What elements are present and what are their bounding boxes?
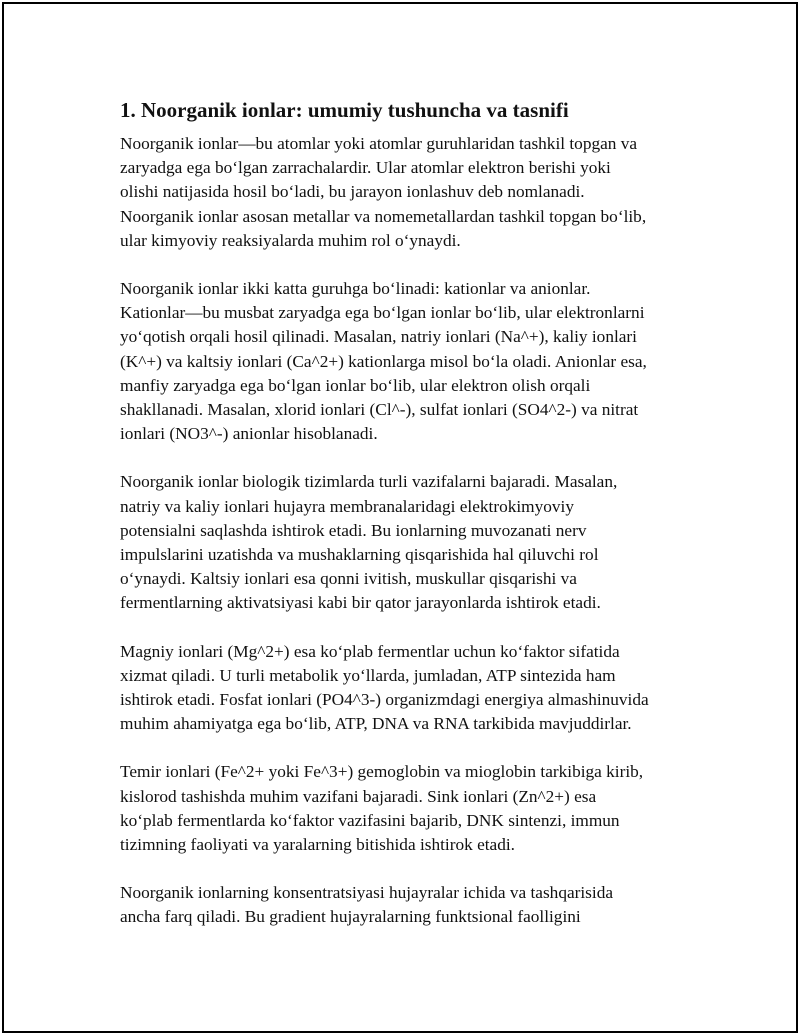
document-body [120, 96, 700, 954]
paragraph-biological-role: Noorganik ionlar biologik tizimlarda turli vazifalarni bajaradi. Masalan, natriy va kaliy ionlari hujayra membranalaridagi elektrokimyoviy potensialni saqlashda ishtirok etadi. Bu ionlarning muvozanati nerv impulslarini uzatishda va mushaklarning qisqarishida hal qiluvchi rol o‘ynaydi. Kaltsiy ionlari esa qonni ivitish, muskullar qisqarishi va fermentlarning aktivatsiyasi kabi bir qator jarayonlarda ishtirok etadi. [120, 472, 618, 613]
paragraph-classification: Noorganik ionlar ikki katta guruhga bo‘linadi: kationlar va anionlar. Kationlar—bu musbat zaryadga ega bo‘lgan ionlar bo‘lib, ular elektronlarni yo‘qotish orqali hosil qilinadi. Masalan, natriy ionlari (Na^+), kaliy ionlari (K^+) va kaltsiy ionlari (Ca^2+) kationlarga misol bo‘la oladi. Anionlar esa, manfiy zaryadga ega bo‘lgan ionlar bo‘lib, ular elektron olish orqali shakllanadi. Masalan, xlorid ionlari (Cl^-), sulfat ionlari (SO4^2-) va nitrat ionlari (NO3^-) anionlar hisoblanadi. [120, 279, 647, 444]
section-heading: 1. Noorganik ionlar: umumiy tushuncha va tasnifi [120, 98, 569, 122]
paragraph-definition: Noorganik ionlar—bu atomlar yoki atomlar guruhlaridan tashkil topgan va zaryadga ega bo‘lgan zarrachalardir. Ular atomlar elektron berishi yoki olishi natijasida hosil bo‘ladi, bu jarayon ionlashuv deb nomlanadi. Noorganik ionlar asosan metallar va nomemetallardan tashkil topgan bo‘lib, ular kimyoviy reaksiyalarda muhim rol o‘ynaydi. [120, 134, 647, 250]
paragraph-magnesium-phosphate: Magniy ionlari (Mg^2+) esa ko‘plab fermentlar uchun ko‘faktor sifatida xizmat qiladi. U turli metabolik yo‘llarda, jumladan, ATP sintezida ham ishtirok etadi. Fosfat ionlari (PO4^3-) organizmdagi energiya almashinuvida muhim ahamiyatga ega bo‘lib, ATP, DNA va RNA tarkibida mavjuddirlar. [120, 641, 649, 734]
paragraph-iron-zinc: Temir ionlari (Fe^2+ yoki Fe^3+) gemoglobin va mioglobin tarkibiga kirib, kislorod tashishda muhim vazifani bajaradi. Sink ionlari (Zn^2+) esa ko‘plab fermentlarda ko‘faktor vazifasini bajarib, DNK sintenzi, immun tizimning faoliyati va yaralarning bitishida ishtirok etadi. [120, 762, 644, 855]
paragraph-concentration: Noorganik ionlarning konsentratsiyasi hujayralar ichida va tashqarisida ancha farq qiladi. Bu gradient hujayralarning funktsional faolligini [120, 883, 614, 927]
page-frame [2, 2, 798, 1033]
